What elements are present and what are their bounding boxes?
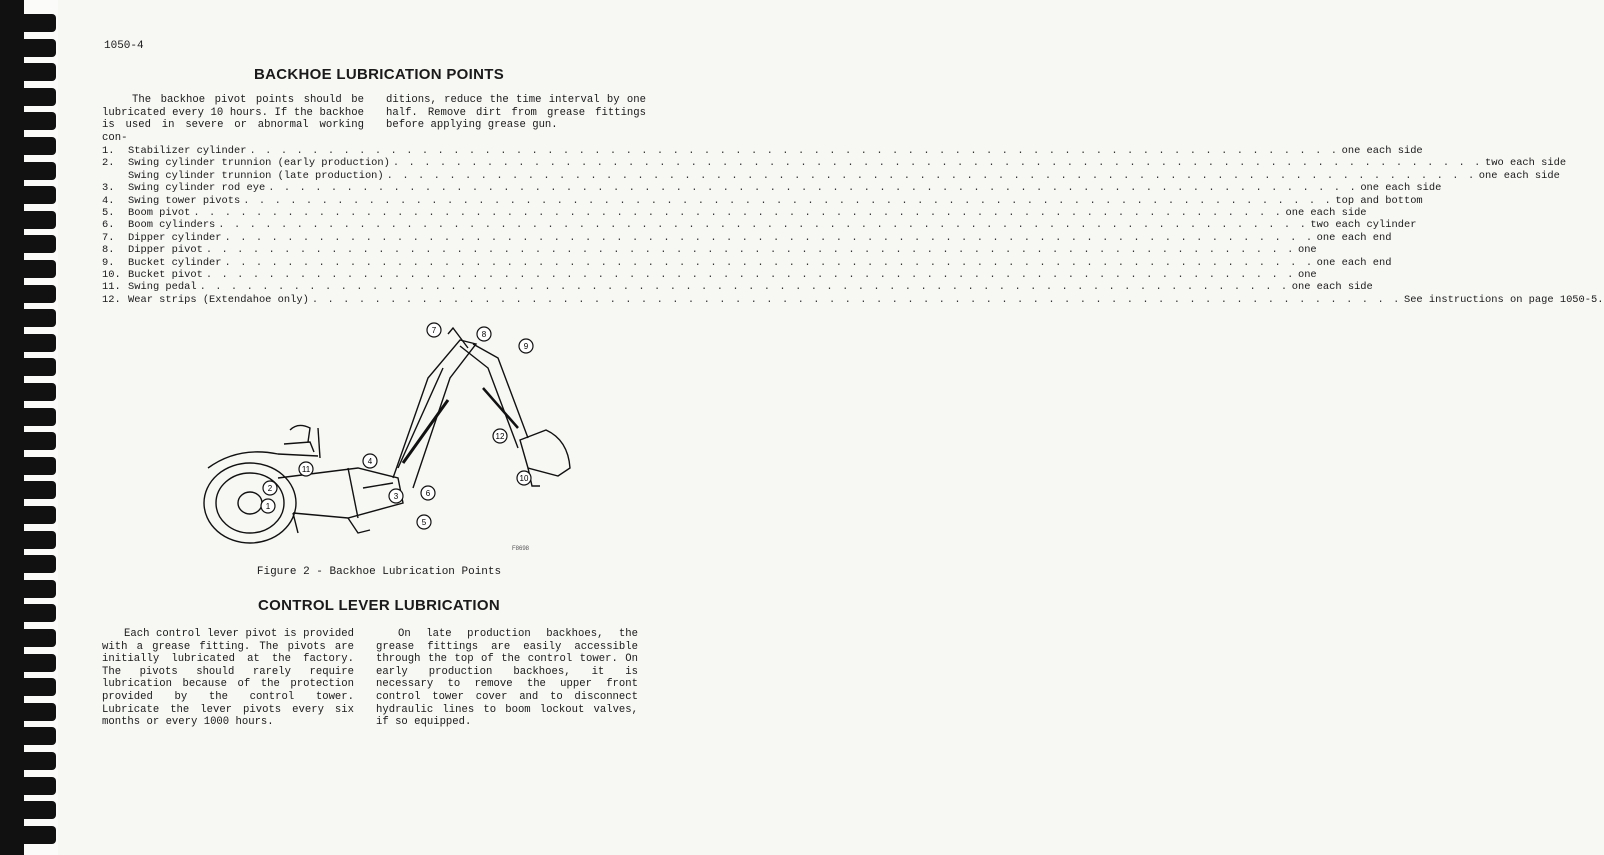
point-name: Swing cylinder trunnion (early production) — [128, 157, 390, 170]
point-location: one each end — [1316, 231, 1392, 244]
binding-ring — [20, 334, 56, 352]
backhoe-diagram — [198, 318, 529, 548]
binding-ring — [20, 383, 56, 401]
lubrication-point-row — [102, 206, 1367, 219]
binding-ring — [20, 285, 56, 303]
binding-ring — [20, 604, 56, 622]
dot-leader — [206, 244, 1295, 256]
lubrication-point-row — [102, 169, 1560, 182]
dot-leader — [393, 157, 1482, 169]
intro-paragraph-left: The backhoe pivot points should be lubricated every 10 hours. If the backhoe is used in severe or abnormal working con- — [102, 94, 364, 144]
point-name: Swing tower pivots — [128, 194, 241, 207]
binding-ring — [20, 629, 56, 647]
binding-ring — [20, 777, 56, 795]
callout-4 — [363, 454, 377, 468]
binding-ring — [20, 88, 56, 106]
dot-leader — [200, 281, 1289, 293]
figure-code: F8698 — [512, 546, 530, 552]
callout-7 — [427, 323, 441, 337]
callout-11 — [299, 462, 313, 476]
point-number: 9. — [102, 256, 115, 269]
control-paragraph-right: On late production backhoes, the grease fittings are easily accessible through the top of the control tower. On early production backhoes, it is necessary to remove the upper front control tower cover and to disconnect hydraulic lines to boom lockout valves, if so equipped. — [376, 628, 638, 729]
figure-caption: Figure 2 - Backhoe Lubrication Points — [256, 566, 502, 578]
binding-ring — [20, 137, 56, 155]
lubrication-point-row — [102, 182, 1442, 195]
dot-leader — [268, 182, 1357, 194]
point-number: 11. — [102, 281, 121, 294]
dot-leader — [206, 269, 1295, 281]
lubrication-point-row — [102, 145, 1423, 157]
section-title-backhoe-lubrication: BACKHOE LUBRICATION POINTS — [253, 66, 505, 83]
point-number: 7. — [102, 231, 115, 244]
binding-ring — [20, 260, 56, 278]
lubrication-point-row — [102, 281, 1373, 294]
binding-ring — [20, 703, 56, 721]
point-location: one each side — [1291, 281, 1373, 294]
point-number: 8. — [102, 244, 115, 257]
point-name: Swing pedal — [128, 281, 197, 294]
binding-ring — [20, 408, 56, 426]
point-location: one each side — [1341, 145, 1423, 157]
point-name: Swing cylinder trunnion (late production) — [128, 169, 384, 182]
callout-label: 3 — [393, 492, 399, 501]
lubrication-points-list — [102, 145, 1604, 306]
lubrication-point-row — [102, 194, 1423, 207]
callout-8 — [477, 327, 491, 341]
callout-label: 10 — [519, 474, 529, 483]
point-location: one — [1297, 268, 1317, 281]
binding-ring — [20, 358, 56, 376]
point-number: 6. — [102, 219, 115, 232]
binding-ring — [20, 457, 56, 475]
callout-label: 8 — [481, 330, 487, 339]
point-name: Stabilizer cylinder — [128, 145, 247, 157]
lubrication-point-row — [102, 157, 1567, 170]
callout-6 — [421, 486, 435, 500]
binding-ring — [20, 235, 56, 253]
point-number: 5. — [102, 206, 115, 219]
callout-label: 2 — [267, 484, 273, 493]
point-name: Dipper cylinder — [128, 231, 222, 244]
dot-leader — [249, 145, 1338, 157]
callout-3 — [389, 489, 403, 503]
point-location: See instructions on page 1050-5. — [1403, 293, 1604, 306]
lubrication-point-row — [102, 231, 1392, 244]
callout-2 — [263, 481, 277, 495]
dot-leader — [243, 195, 1332, 207]
point-location: one each side — [1285, 206, 1367, 219]
point-name: Bucket cylinder — [128, 256, 222, 269]
point-location: two each cylinder — [1310, 219, 1417, 232]
binding-ring — [20, 63, 56, 81]
lubrication-point-row — [102, 256, 1392, 269]
dot-leader — [225, 232, 1314, 244]
binding-ring — [20, 309, 56, 327]
callout-label: 6 — [425, 489, 431, 498]
callout-12 — [493, 429, 507, 443]
section-title-control-lever: CONTROL LEVER LUBRICATION — [258, 597, 500, 614]
point-number: 12. — [102, 293, 121, 306]
dot-leader — [387, 170, 1476, 182]
binding-ring — [20, 162, 56, 180]
binding-ring — [20, 39, 56, 57]
binding-ring — [20, 727, 56, 745]
dot-leader — [312, 294, 1401, 306]
binding-ring — [20, 14, 56, 32]
callout-label: 11 — [301, 465, 311, 474]
point-location: one each side — [1478, 169, 1560, 182]
point-name: Swing cylinder rod eye — [128, 182, 266, 195]
point-location: one — [1297, 244, 1317, 257]
callout-1 — [261, 499, 275, 513]
binding-ring — [20, 654, 56, 672]
point-location: one each end — [1316, 256, 1392, 269]
point-location: one each side — [1360, 182, 1442, 195]
point-name: Boom pivot — [128, 206, 191, 219]
point-number: 4. — [102, 194, 115, 207]
dot-leader — [225, 257, 1314, 269]
dot-leader — [218, 219, 1307, 231]
point-location: top and bottom — [1335, 194, 1423, 207]
page-number: 1050-4 — [104, 40, 144, 52]
point-number: 10. — [102, 268, 121, 281]
callout-9 — [519, 339, 533, 353]
point-number: 1. — [102, 145, 115, 157]
binding-ring — [20, 752, 56, 770]
point-number: 3. — [102, 182, 115, 195]
binding-ring — [20, 211, 56, 229]
point-name: Boom cylinders — [128, 219, 216, 232]
lubrication-point-row — [102, 268, 1317, 281]
point-name: Dipper pivot — [128, 244, 203, 257]
callout-5 — [417, 515, 431, 529]
lubrication-point-row — [102, 219, 1417, 232]
lubrication-point-row — [102, 244, 1317, 257]
binding-ring — [20, 481, 56, 499]
callout-label: 9 — [523, 342, 529, 351]
binding-ring — [20, 432, 56, 450]
binding-ring — [20, 678, 56, 696]
point-name: Wear strips (Extendahoe only) — [128, 293, 309, 306]
callout-label: 1 — [265, 502, 271, 511]
callout-10 — [517, 471, 531, 485]
point-name: Bucket pivot — [128, 268, 203, 281]
dot-leader — [193, 207, 1282, 219]
binding-ring — [20, 506, 56, 524]
binding-ring — [20, 555, 56, 573]
lubrication-point-row — [102, 293, 1604, 306]
binding-ring — [20, 801, 56, 819]
point-location: two each side — [1485, 157, 1567, 170]
callout-label: 5 — [421, 518, 427, 527]
binding-ring — [20, 580, 56, 598]
point-number: 2. — [102, 157, 115, 170]
callout-label: 12 — [495, 432, 505, 441]
intro-paragraph-right: ditions, reduce the time interval by one half. Remove dirt from grease fittings before applying grease gun. — [386, 94, 646, 132]
binding-ring — [20, 531, 56, 549]
binding-ring — [20, 112, 56, 130]
binding-ring — [20, 826, 56, 844]
spiral-binding — [0, 0, 58, 855]
callout-label: 7 — [431, 326, 437, 335]
control-paragraph-left: Each control lever pivot is provided with a grease fitting. The pivots are initially lubricated at the factory. The pivots should rarely require lubrication because of the protection provided by the control tower. Lubricate the lever pivots every six months or every 1000 hours. — [102, 628, 354, 729]
callout-label: 4 — [367, 457, 373, 466]
binding-ring — [20, 186, 56, 204]
manual-page — [58, 0, 1604, 855]
